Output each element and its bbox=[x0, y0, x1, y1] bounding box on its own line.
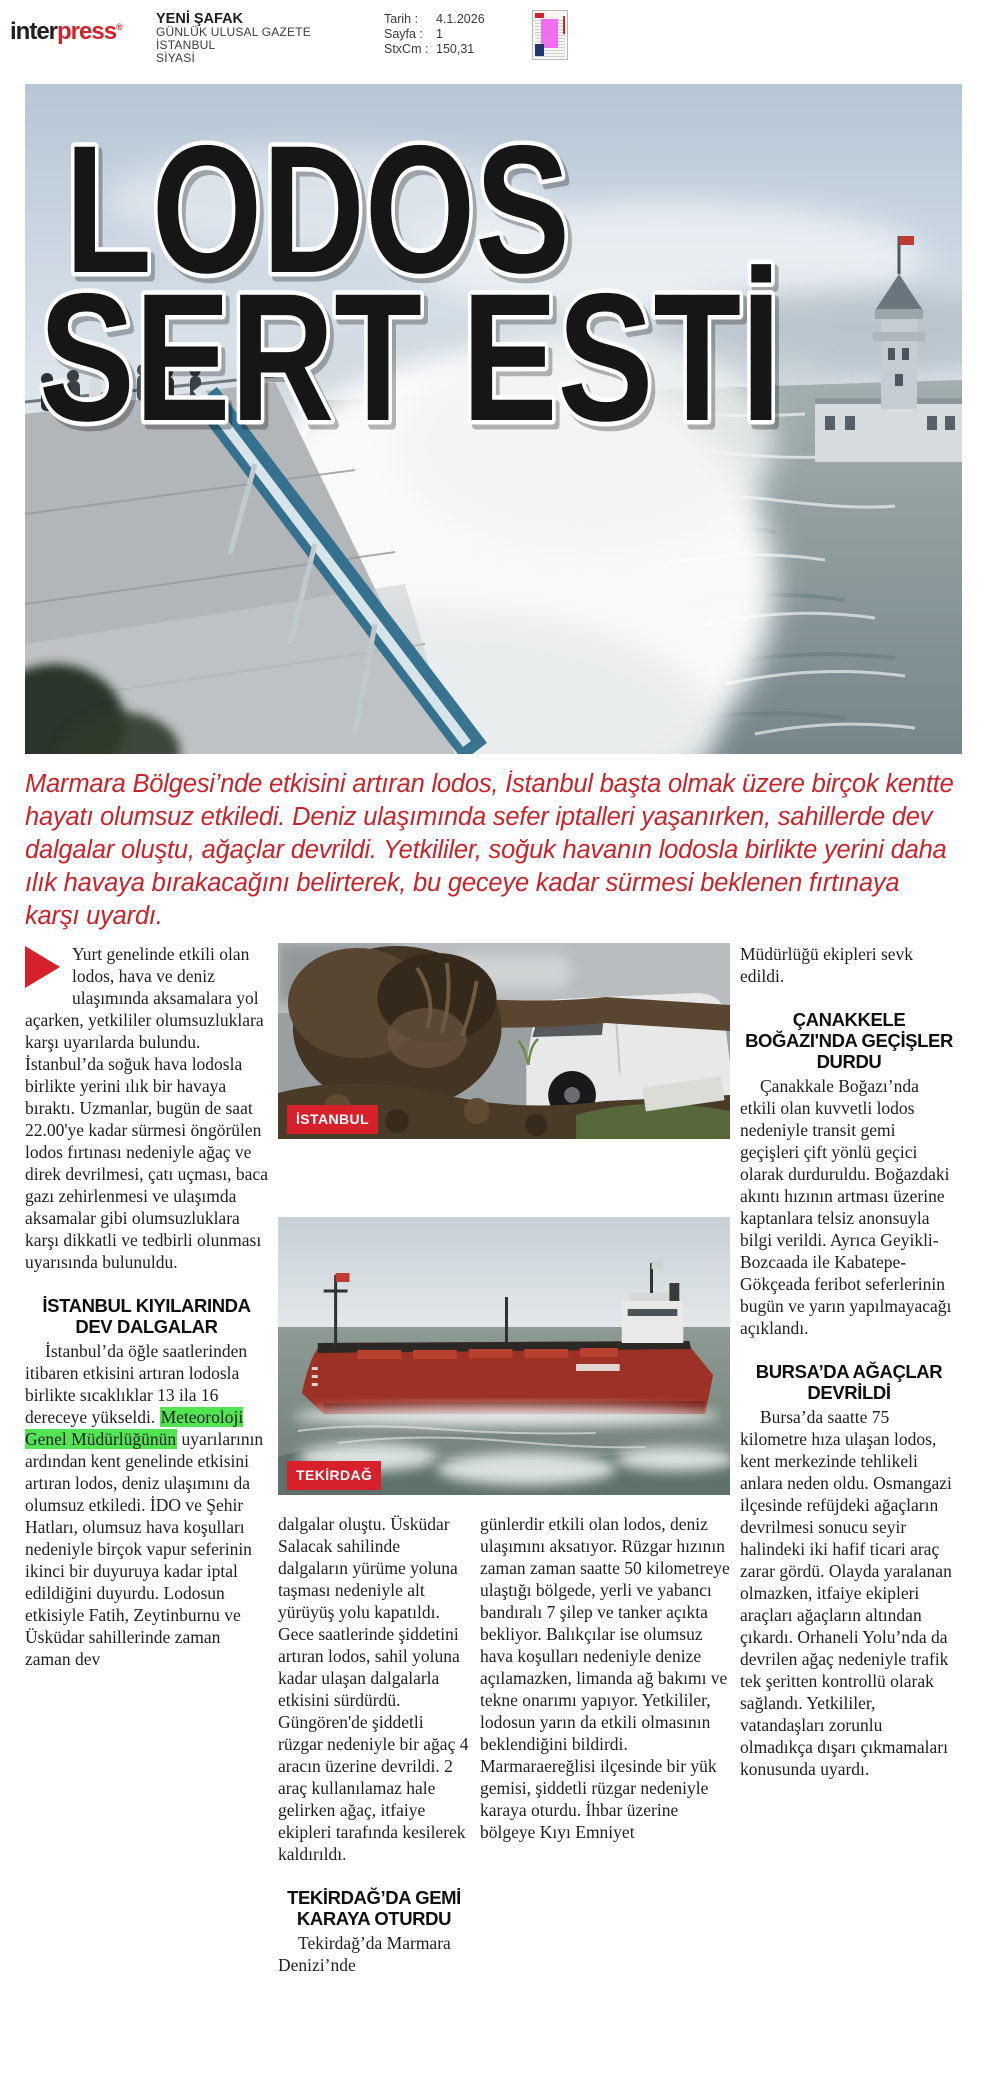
article-column-2 bbox=[278, 1513, 470, 1976]
photo-location-badge: TEKİRDAĞ bbox=[287, 1461, 381, 1490]
article-paragraph: Çanakkale Boğazı’nda etkili olan kuvvetli lodos nedeniyle transit gemi geçişleri çift yönlü geçici olarak durduruldu. Boğazdaki akıntı hızının artması üzerine kaptanlara telsiz anonsuyla bilgi verildi. Ayrıca Geyikli-Bozcaada ile Kabatepe-Gökçeada feribot seferlerinin bugün ve yarın yapılmayacağı açıklandı. bbox=[740, 1076, 952, 1338]
article-column-3 bbox=[480, 1513, 730, 1976]
publication-city: İSTANBUL bbox=[156, 38, 216, 52]
flag-icon bbox=[899, 236, 914, 245]
meta-page-value: 1 bbox=[436, 27, 443, 41]
photo-location-badge: İSTANBUL bbox=[287, 1105, 378, 1134]
superstructure bbox=[622, 1301, 684, 1343]
waterline-foam bbox=[293, 1406, 720, 1426]
subhead-istanbul-kiyilarinda: İSTANBUL KIYILARINDA DEV DALGALAR bbox=[42, 1295, 251, 1337]
clipping-meta bbox=[384, 12, 520, 57]
headline-line1: LODOS bbox=[65, 107, 570, 311]
publication-name: YENİ ŞAFAK bbox=[156, 11, 244, 27]
interpress-logo bbox=[10, 18, 156, 46]
publication-info bbox=[156, 12, 384, 65]
article-photos bbox=[278, 943, 730, 1495]
article-paragraph: günlerdir etkili olan lodos, deniz ulaşımını aksatıyor. Rüzgar hızının zaman zaman saatte 50 kilometreye ulaştığı bölgede, yerli ve yabancı bandıralı 7 şilep ve tanker açıkta bekliyor. Balıkçılar ise olumsuz hava koşulları nedeniyle denize açılamazken, limanda ağ bakımı ve tekne onarımı yapıyor. Yetkililer, lodosun yarın da etkili olmasının beklendiğini bildirdi. Marmaraereğlisi ilçesinde bir yük gemisi, şiddetli rüzgar nedeniyle karaya oturdu. İhbar üzerine bölgeye Kıyı Emniyet bbox=[480, 1514, 730, 1842]
publication-category: SİYASİ bbox=[156, 51, 195, 65]
publication-type: GÜNLÜK ULUSAL GAZETE bbox=[156, 25, 311, 39]
subhead-bursa-agaclar: BURSA’DA AĞAÇLAR DEVRİLDİ bbox=[755, 1361, 943, 1403]
photo-istanbul bbox=[278, 943, 730, 1139]
triangle-bullet-icon bbox=[25, 946, 60, 988]
flag-icon bbox=[336, 1273, 350, 1282]
article-column-1 bbox=[25, 943, 268, 1976]
article-paragraph: Bursa’da saatte 75 kilometre hıza ulaşan lodos, kent merkezinde tehlikeli anlara neden oldu. Osmangazi ilçesinde refüjdeki ağaçların devrilmesi sonucu seyir halindeki iki hafif ticari araç zarar gördü. Olayda yaralanan olmazken, itfaiye ekipleri araçları ağaçların altından çıkardı. Orhaneli Yolu’nda da devrilen ağaç nedeniyle trafik tek şeritten kontrollü olarak sağlandı. Yetkililer, vatandaşları zorunlu olmadıkça dışarı çıkmamaları konusunda uyardı. bbox=[740, 1407, 952, 1779]
paragraph-text: İstanbul’da öğle saatlerinden itibaren etkisini artıran lodosla birlikte sıcaklıklar 13 ila 16 dereceye yükseldi. bbox=[25, 1341, 248, 1427]
main-photo bbox=[25, 84, 962, 754]
meta-stxcm-label: StxCm : bbox=[384, 42, 429, 56]
photo-tekirdag bbox=[278, 1217, 730, 1495]
article-body bbox=[25, 943, 959, 1976]
registered-mark-icon: ® bbox=[116, 22, 122, 32]
flag-icon bbox=[652, 1261, 664, 1269]
meta-stxcm bbox=[384, 42, 520, 57]
article-paragraph: Tekirdağ’da Marmara Denizi’nde bbox=[278, 1933, 451, 1975]
clipping-header bbox=[0, 0, 984, 66]
thumbnail-rule bbox=[563, 16, 565, 34]
article-paragraph: Müdürlüğü ekipleri sevk edildi. bbox=[740, 944, 914, 986]
subhead-canakkale-bogazi: ÇANAKKELE BOĞAZI'NDA GEÇİŞLER DURDU bbox=[745, 1009, 953, 1072]
meta-date bbox=[384, 12, 520, 27]
article-paragraph: dalgalar oluştu. Üsküdar Salacak sahilinde dalgaların yürüme yoluna taşması nedeniyle alt yürüyüş yolu kapatıldı. Gece saatlerinde şiddetini artıran lodos, sahil yoluna kadar ulaşan dalgalarla etkisini sürdürdü. Güngören'de şiddetli rüzgar nedeniyle bir ağaç 4 aracın üzerine devrildi. 2 araç kullanılamaz hale gelirken ağaç, itfaiye ekipleri tarafında kesilerek kaldırıldı. bbox=[278, 1514, 469, 1864]
hull-marking bbox=[576, 1364, 620, 1371]
meta-page bbox=[384, 27, 520, 42]
funnel bbox=[669, 1283, 679, 1301]
lead-paragraph: Marmara Bölgesi’nde etkisini artıran lodos, İstanbul başta olmak üzere birçok kentte hayatı olumsuz etkiledi. Deniz ulaşımında sefer iptalleri yaşanırken, sahillerde dev dalgalar oluştu, ağaçlar devrildi. Yetkililer, soğuk havanın lodosla birlikte yerini daha ılık havaya bırakacağını belirterek, bu geceye kadar sürmesi beklenen fırtınaya karşı uyardı. bbox=[25, 770, 954, 930]
thumbnail-masthead bbox=[535, 13, 544, 18]
article-column-4 bbox=[740, 943, 958, 1976]
page-thumbnail bbox=[532, 10, 568, 60]
headline-line2: SERT ESTİ bbox=[39, 255, 781, 459]
logo-text-red: press bbox=[57, 18, 117, 45]
paragraph-text: uyarılarının ardından kent genelinde etkisini artıran lodos, deniz ulaşımını da olumsuz etkiledi. İDO ve Şehir Hatları, olumsuz hava koşulları nedeniyle birçok vapur seferinin ikinci bir duyuruya kadar iptal edildiğini duyurdu. Lodosun etkisiyle Fatih, Zeytinburnu ve Üsküdar sahillerinde zaman zaman dev bbox=[25, 1429, 264, 1669]
article-paragraph bbox=[25, 1340, 268, 1670]
draft-marks bbox=[312, 1367, 318, 1386]
main-photo-illustration bbox=[25, 84, 962, 754]
meta-date-value: 4.1.2026 bbox=[436, 12, 485, 26]
meta-date-label: Tarih : bbox=[384, 12, 419, 26]
article-paragraph: Yurt genelinde etkili olan lodos, hava ve deniz ulaşımında aksamalara yol açarken, yetkililer olumsuzluklara karşı uyarılarda bulundu. İstanbul’da soğuk hava lodosla birlikte yerini ılık bir havaya bıraktı. Uzmanlar, bugün de saat 22.00'ye kadar sürmesi öngörülen lodos fırtınası nedeniyle ağaç ve direk devrilmesi, çatı uçması, baca gazı zehirlenmesi ve ulaşımda aksamalar gibi olumsuzluklara karşı dikkatli ve tedbirli olunması uyarısında bulunuldu. bbox=[25, 944, 268, 1272]
bridge-windows bbox=[628, 1309, 678, 1316]
cargo-ship-photo bbox=[278, 1217, 730, 1495]
subhead-tekirdag-gemi: TEKİRDAĞ’DA GEMİ KARAYA OTURDU bbox=[287, 1887, 461, 1929]
thumbnail-photo-block bbox=[535, 44, 544, 56]
logo-text-black: inter bbox=[10, 18, 58, 45]
meta-page-label: Sayfa : bbox=[384, 27, 423, 41]
highlighted-text: Meteoroloji Genel Müdürlüğünün bbox=[25, 1407, 244, 1449]
meta-stxcm-value: 150,31 bbox=[436, 42, 475, 56]
